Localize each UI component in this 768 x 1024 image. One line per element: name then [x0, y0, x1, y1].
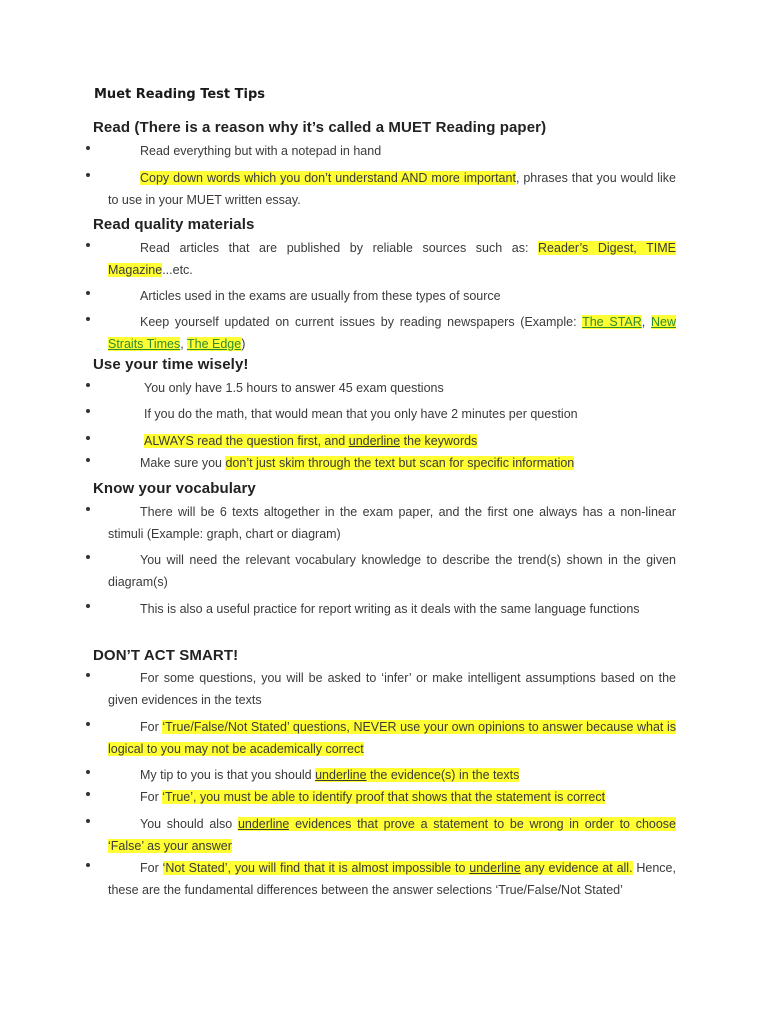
bullet-icon — [86, 383, 90, 387]
item-text: For — [140, 790, 163, 804]
underlined-text: underline — [348, 434, 401, 448]
highlighted-text: Copy down words which you don’t understand AND more important — [140, 171, 516, 185]
bullet-icon — [86, 863, 90, 867]
list-item — [84, 430, 676, 452]
highlighted-text: ALWAYS read the question first, and — [144, 434, 349, 448]
section-heading-time: Use your time wisely! — [93, 356, 249, 373]
list-item — [84, 786, 676, 808]
document-title: Muet Reading Test Tips — [94, 87, 265, 102]
bullet-icon — [86, 458, 90, 462]
item-text: Hence, these are the fundamental differences between the answer selections ‘True/False/Not Stated’ — [108, 861, 676, 897]
list-item — [84, 549, 676, 593]
underlined-text: underline — [315, 768, 367, 782]
list-item — [84, 311, 676, 355]
newspaper-link-nst[interactable]: New Straits Times — [108, 315, 676, 351]
bullet-icon — [86, 243, 90, 247]
item-text: If you do the math, that would mean that you only have 2 minutes per question — [144, 407, 578, 421]
highlighted-text: don’t just skim through the text but scan for specific information — [225, 456, 575, 470]
newspaper-link-star[interactable]: The STAR — [582, 315, 642, 329]
list-item — [84, 140, 676, 162]
list-item — [84, 764, 676, 786]
item-text: There will be 6 texts altogether in the exam paper, and the first one always has a non-linear stimuli (Example: graph, chart or diagram) — [108, 505, 676, 541]
highlighted-text: ‘Not Stated’, you will find that it is almost impossible to — [162, 861, 470, 875]
bullet-icon — [86, 673, 90, 677]
item-text: ...etc. — [162, 263, 193, 277]
bullet-icon — [86, 722, 90, 726]
bullet-icon — [86, 555, 90, 559]
section-heading-vocabulary: Know your vocabulary — [93, 480, 256, 497]
bullet-icon — [86, 146, 90, 150]
item-text: My tip to you is that you should — [140, 768, 316, 782]
bullet-icon — [86, 173, 90, 177]
bullet-icon — [86, 409, 90, 413]
item-text: Read everything but with a notepad in hand — [140, 144, 382, 158]
item-text: For — [140, 861, 163, 875]
item-text: You should also — [140, 817, 238, 831]
list-item — [84, 501, 676, 545]
highlighted-text: the keywords — [400, 434, 478, 448]
list-item — [84, 813, 676, 857]
list-item — [84, 403, 676, 425]
list-item — [84, 452, 676, 474]
bullet-icon — [86, 291, 90, 295]
bullet-icon — [86, 436, 90, 440]
section-heading-quality-materials: Read quality materials — [93, 216, 255, 233]
separator: , — [180, 337, 187, 351]
item-text: For — [140, 720, 163, 734]
item-text: ) — [241, 337, 246, 351]
newspaper-link-edge[interactable]: The Edge — [186, 337, 242, 351]
list-item — [84, 285, 676, 307]
list-item — [84, 377, 676, 399]
item-text: This is also a useful practice for report writing as it deals with the same language functions — [140, 602, 640, 616]
bullet-icon — [86, 317, 90, 321]
highlighted-text: Reader’s Digest, TIME Magazine — [108, 241, 676, 277]
section-heading-read: Read (There is a reason why it’s called a MUET Reading paper) — [93, 119, 547, 136]
highlighted-text: evidences that prove a statement to be wrong in order to choose ‘False’ as your answer — [108, 817, 677, 853]
item-text: Keep yourself updated on current issues by reading newspapers (Example: — [140, 315, 583, 329]
item-text: , phrases that you would like to use in your MUET written essay. — [108, 171, 677, 207]
highlighted-text: the evidence(s) in the texts — [366, 768, 520, 782]
item-text: You only have 1.5 hours to answer 45 exam questions — [144, 381, 444, 395]
bullet-icon — [86, 819, 90, 823]
item-text: Read articles that are published by reliable sources such as: — [140, 241, 539, 255]
highlighted-text: any evidence at all. — [520, 861, 633, 875]
separator: , — [641, 315, 651, 329]
list-item — [84, 857, 676, 901]
underlined-text: underline — [469, 861, 521, 875]
bullet-icon — [86, 604, 90, 608]
list-item — [84, 667, 676, 711]
list-item — [84, 237, 676, 281]
item-text: Make sure you — [140, 456, 226, 470]
item-text: Articles used in the exams are usually from these types of source — [140, 289, 501, 303]
list-item — [84, 716, 676, 760]
section-heading-dont-act-smart: DON’T ACT SMART! — [93, 647, 239, 664]
list-item — [84, 167, 676, 211]
list-item — [84, 598, 676, 620]
bullet-icon — [86, 792, 90, 796]
highlighted-text: ‘True/False/Not Stated’ questions, NEVER use your own opinions to answer because what is logical to you may not be academically correct — [108, 720, 676, 756]
highlighted-text: ‘True’, you must be able to identify proof that shows that the statement is correct — [162, 790, 606, 804]
item-text: For some questions, you will be asked to ‘infer’ or make intelligent assumptions based on the given evidences in the texts — [108, 671, 676, 707]
item-text: You will need the relevant vocabulary knowledge to describe the trend(s) shown in the given diagram(s) — [108, 553, 676, 589]
bullet-icon — [86, 770, 90, 774]
underlined-text: underline — [237, 817, 290, 831]
bullet-icon — [86, 507, 90, 511]
